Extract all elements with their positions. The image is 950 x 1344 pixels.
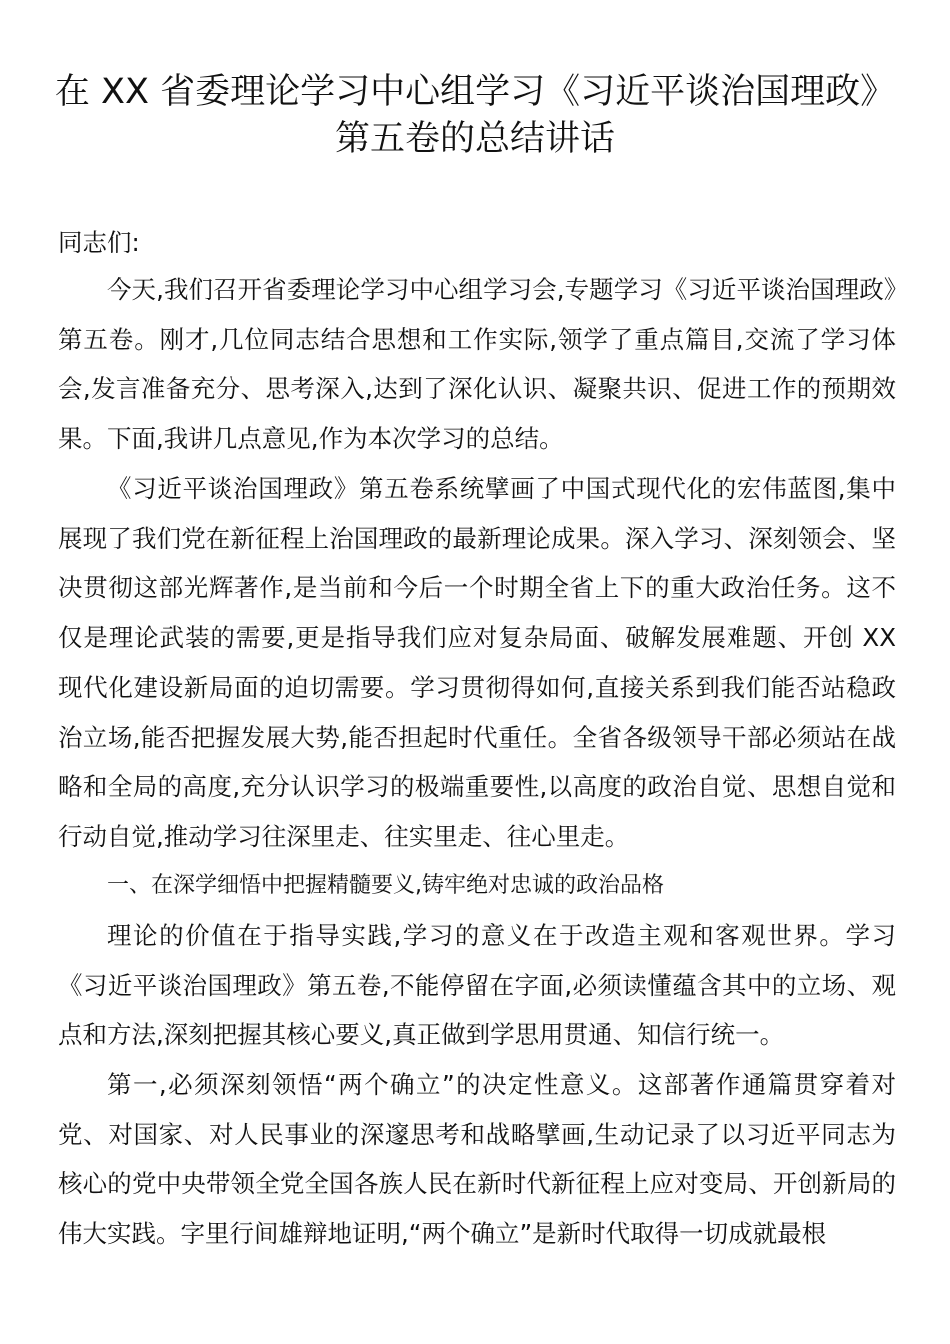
document-title-line-1: 在 XX 省委理论学习中心组学习《习近平谈治国理政》 — [54, 72, 896, 112]
salutation: 同志们: — [58, 228, 140, 257]
document-title-line-2: 第五卷的总结讲话 — [334, 119, 615, 159]
paragraph-first-point: 第一,必须深刻领悟“两个确立”的决定性意义。这部著作通篇贯穿着对党、对国家、对人民事业的深邃思考和战略擘画,生动记录了以习近平同志为核心的党中央带领全党全国各族人民在新时代新征程上应对变局、开创新局的伟大实践。字里行间雄辩地证明,“两个确立”是新时代取得一切成就最根 — [58, 1070, 896, 1249]
paragraph-opening: 今天,我们召开省委理论学习中心组学习会,专题学习《习近平谈治国理政》第五卷。刚才,几位同志结合思想和工作实际,领学了重点篇目,交流了学习体会,发言准备充分、思考深入,达到了深化认识、凝聚共识、促进工作的预期效果。下面,我讲几点意见,作为本次学习的总结。 — [58, 275, 896, 454]
paragraph-theory-value: 理论的价值在于指导实践,学习的意义在于改造主观和客观世界。学习《习近平谈治国理政》第五卷,不能停留在字面,必须读懂蕴含其中的立场、观点和方法,深刻把握其核心要义,真正做到学思用贯通、知信行统一。 — [58, 921, 896, 1050]
section-heading-one: 一、在深学细悟中把握精髓要义,铸牢绝对忠诚的政治品格 — [107, 873, 664, 898]
paragraph-significance: 《习近平谈治国理政》第五卷系统擘画了中国式现代化的宏伟蓝图,集中展现了我们党在新征程上治国理政的最新理论成果。深入学习、深刻领会、坚决贯彻这部光辉著作,是当前和今后一个时期全省上下的重大政治任务。这不仅是理论武装的需要,更是指导我们应对复杂局面、破解发展难题、开创 XX 现代化建设新局面的迫切需要。学习贯彻得如何,直接关系到我们能否站稳政治立场,能否把握发展大势,能否担起时代重任。全省各级领导干部必须站在战略和全局的高度,充分认识学习的极端重要性,以高度的政治自觉、思想自觉和行动自觉,推动学习往深里走、往实里走、往心里走。 — [58, 474, 896, 851]
